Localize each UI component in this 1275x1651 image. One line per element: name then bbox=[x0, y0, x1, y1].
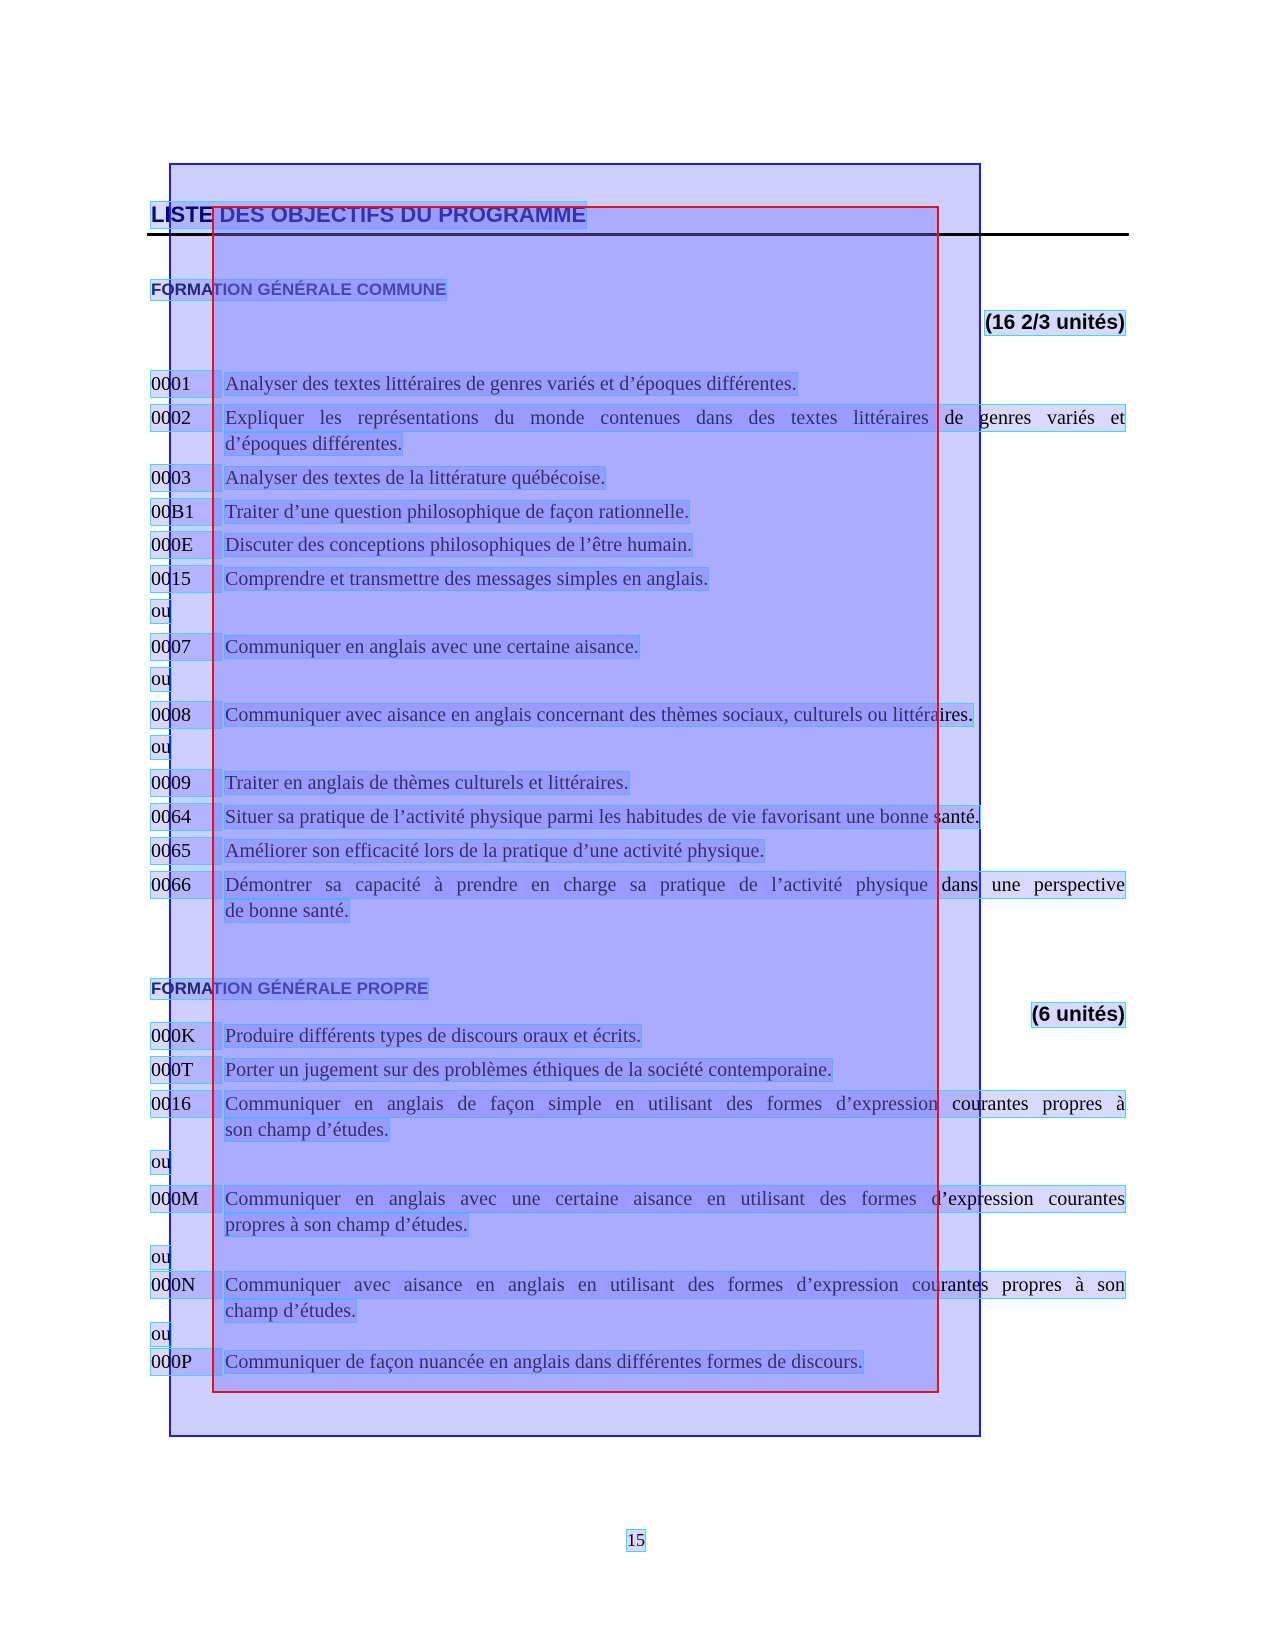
objective-text-line2: son champ d’études. bbox=[225, 1119, 389, 1141]
page-title: LISTE DES OBJECTIFS DU PROGRAMME bbox=[151, 202, 587, 227]
objective-code: 0015 bbox=[151, 566, 221, 592]
or-separator: ou bbox=[151, 1151, 171, 1173]
objective-text: Analyser des textes de la littérature québécoise. bbox=[225, 467, 606, 489]
objective-text: Porter un jugement sur des problèmes éthiques de la société contemporaine. bbox=[225, 1059, 833, 1081]
objective-text: Communiquer avec aisance en anglais concernant des thèmes sociaux, culturels ou littéraires. bbox=[225, 704, 974, 726]
objective-code: 000E bbox=[151, 532, 221, 558]
or-separator: ou bbox=[151, 1246, 171, 1268]
objective-text: Traiter en anglais de thèmes culturels et littéraires. bbox=[225, 772, 629, 794]
objective-text: Communiquer de façon nuancée en anglais dans différentes formes de discours. bbox=[225, 1351, 863, 1373]
objective-text-line1: Communiquer en anglais de façon simple en utilisant des formes d’expression courantes propres à bbox=[225, 1093, 1125, 1115]
objective-code: 0065 bbox=[151, 838, 221, 864]
objective-text-line2: propres à son champ d’études. bbox=[225, 1214, 468, 1236]
objective-text-line1: Démontrer sa capacité à prendre en charge sa pratique de l’activité physique dans une perspective bbox=[225, 874, 1125, 896]
objective-code: 0066 bbox=[151, 872, 221, 898]
objective-code: 000T bbox=[151, 1057, 221, 1083]
objective-code: 0009 bbox=[151, 770, 221, 796]
objective-code: 000K bbox=[151, 1023, 221, 1049]
objective-text-line1: Communiquer avec aisance en anglais en utilisant des formes d’expression courantes propres à son bbox=[225, 1274, 1125, 1296]
annotation-inner-box bbox=[212, 206, 939, 1393]
objective-text: Situer sa pratique de l’activité physique parmi les habitudes de vie favorisant une bonne santé. bbox=[225, 806, 980, 828]
section-units-propre: (6 unités) bbox=[1031, 1003, 1125, 1026]
objective-code: 0016 bbox=[151, 1091, 221, 1117]
objective-code: 0008 bbox=[151, 702, 221, 728]
or-separator: ou bbox=[151, 736, 171, 758]
objective-text-line2: d’époques différentes. bbox=[225, 433, 403, 455]
or-separator: ou bbox=[151, 668, 171, 690]
objective-text-line2: champ d’études. bbox=[225, 1300, 357, 1322]
objective-text: Améliorer son efficacité lors de la pratique d’une activité physique. bbox=[225, 840, 765, 862]
or-separator: ou bbox=[151, 600, 171, 622]
objective-code: 000P bbox=[151, 1349, 221, 1375]
objective-text: Communiquer en anglais avec une certaine aisance. bbox=[225, 636, 639, 658]
objective-text: Traiter d’une question philosophique de façon rationnelle. bbox=[225, 501, 690, 523]
objective-code: 0007 bbox=[151, 634, 221, 660]
objective-code: 0064 bbox=[151, 804, 221, 830]
objective-text: Analyser des textes littéraires de genres variés et d’époques différentes. bbox=[225, 373, 797, 395]
objective-code: 00B1 bbox=[151, 499, 221, 525]
section-heading-propre: FORMATION GÉNÉRALE PROPRE bbox=[151, 979, 429, 998]
section-heading-commune: FORMATION GÉNÉRALE COMMUNE bbox=[151, 280, 447, 299]
objective-code: 0003 bbox=[151, 465, 221, 491]
objective-code: 0001 bbox=[151, 371, 221, 397]
objective-text-line2: de bonne santé. bbox=[225, 900, 349, 922]
objective-code: 000M bbox=[151, 1186, 221, 1212]
objective-text: Discuter des conceptions philosophiques de l’être humain. bbox=[225, 534, 693, 556]
objective-text-line1: Communiquer en anglais avec une certaine aisance en utilisant des formes d’expression courantes bbox=[225, 1188, 1125, 1210]
section-units-commune: (16 2/3 unités) bbox=[984, 311, 1125, 334]
page-number: 15 bbox=[627, 1530, 645, 1550]
objective-code: 0002 bbox=[151, 405, 221, 431]
or-separator: ou bbox=[151, 1323, 171, 1345]
objective-text: Produire différents types de discours oraux et écrits. bbox=[225, 1025, 642, 1047]
objective-text-line1: Expliquer les représentations du monde contenues dans des textes littéraires de genres variés et bbox=[225, 407, 1125, 429]
objective-text: Comprendre et transmettre des messages simples en anglais. bbox=[225, 568, 709, 590]
objective-code: 000N bbox=[151, 1272, 221, 1298]
